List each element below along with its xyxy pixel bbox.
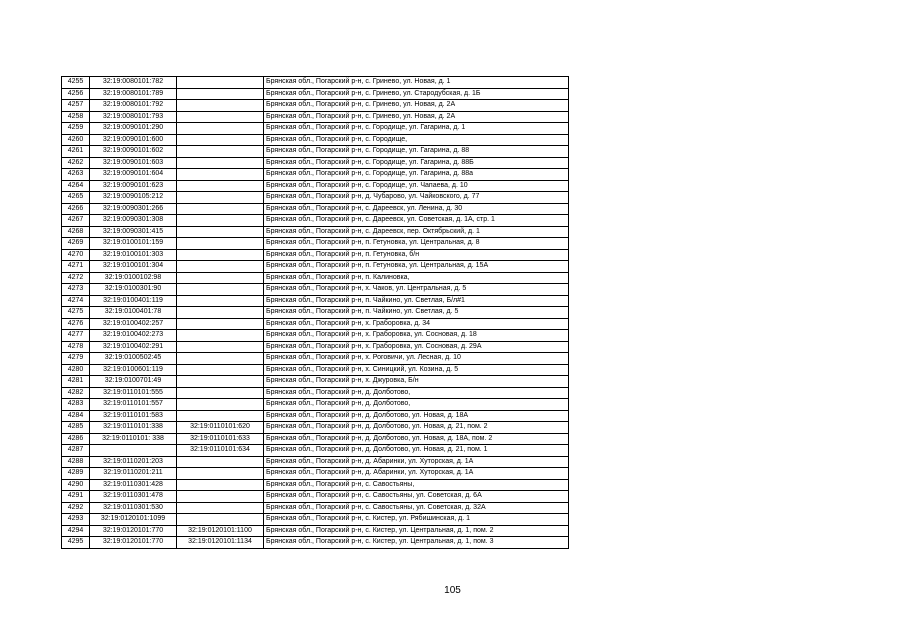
row-number-cell: 4263 xyxy=(62,169,90,181)
table-row xyxy=(62,353,569,365)
premises-number-cell xyxy=(177,479,264,491)
table-row xyxy=(62,100,569,112)
premises-number-cell xyxy=(177,399,264,411)
premises-number-cell xyxy=(177,330,264,342)
premises-number-cell: 32:19:0110101:633 xyxy=(177,433,264,445)
premises-number-cell xyxy=(177,226,264,238)
premises-number-cell xyxy=(177,284,264,296)
address-cell: Брянская обл., Погарский р-н, с. Гринево, ул. Новая, д. 2А xyxy=(264,100,569,112)
table-row xyxy=(62,525,569,537)
table-row xyxy=(62,180,569,192)
table-row xyxy=(62,134,569,146)
table-row xyxy=(62,537,569,549)
cadastral-number-cell: 32:19:0080101:782 xyxy=(90,77,177,89)
address-cell: Брянская обл., Погарский р-н, с. Дареевск, пер. Октябрьский, д. 1 xyxy=(264,226,569,238)
row-number-cell: 4283 xyxy=(62,399,90,411)
cadastral-number-cell: 32:19:0090101:603 xyxy=(90,157,177,169)
address-cell: Брянская обл., Погарский р-н, с. Гринево, ул. Стародубская, д. 1Б xyxy=(264,88,569,100)
cadastral-number-cell xyxy=(90,445,177,457)
row-number-cell: 4293 xyxy=(62,514,90,526)
table-row xyxy=(62,422,569,434)
cadastral-number-cell: 32:19:0090101:623 xyxy=(90,180,177,192)
premises-number-cell xyxy=(177,249,264,261)
row-number-cell: 4260 xyxy=(62,134,90,146)
cadastral-number-cell: 32:19:0090101:604 xyxy=(90,169,177,181)
address-cell: Брянская обл., Погарский р-н, с. Гринево, ул. Новая, д. 2А xyxy=(264,111,569,123)
address-cell: Брянская обл., Погарский р-н, д. Долботово, ул. Новая, д. 18А xyxy=(264,410,569,422)
table-row xyxy=(62,491,569,503)
row-number-cell: 4268 xyxy=(62,226,90,238)
premises-number-cell xyxy=(177,203,264,215)
row-number-cell: 4281 xyxy=(62,376,90,388)
table-row xyxy=(62,376,569,388)
cadastral-number-cell: 32:19:0100402:273 xyxy=(90,330,177,342)
cadastral-number-cell: 32:19:0090301:266 xyxy=(90,203,177,215)
premises-number-cell xyxy=(177,364,264,376)
row-number-cell: 4262 xyxy=(62,157,90,169)
premises-number-cell xyxy=(177,77,264,89)
table-row xyxy=(62,456,569,468)
row-number-cell: 4292 xyxy=(62,502,90,514)
address-cell: Брянская обл., Погарский р-н, с. Гринево, ул. Новая, д. 1 xyxy=(264,77,569,89)
cadastral-number-cell: 32:19:0110301:478 xyxy=(90,491,177,503)
cadastral-number-cell: 32:19:0110301:530 xyxy=(90,502,177,514)
row-number-cell: 4277 xyxy=(62,330,90,342)
table-row xyxy=(62,284,569,296)
premises-number-cell xyxy=(177,341,264,353)
premises-number-cell xyxy=(177,514,264,526)
address-cell: Брянская обл., Погарский р-н, с. Городище, ул. Гагарина, д. 1 xyxy=(264,123,569,135)
page-number: 105 xyxy=(444,585,461,596)
row-number-cell: 4265 xyxy=(62,192,90,204)
cadastral-number-cell: 32:19:0110101:557 xyxy=(90,399,177,411)
premises-number-cell xyxy=(177,318,264,330)
address-cell: Брянская обл., Погарский р-н, д. Чубарово, ул. Чайковского, д. 77 xyxy=(264,192,569,204)
address-cell: Брянская обл., Погарский р-н, д. Долботово, ул. Новая, д. 18А, пом. 2 xyxy=(264,433,569,445)
premises-number-cell xyxy=(177,238,264,250)
premises-number-cell xyxy=(177,307,264,319)
row-number-cell: 4271 xyxy=(62,261,90,273)
cadastral-number-cell: 32:19:0100102:98 xyxy=(90,272,177,284)
table-row xyxy=(62,399,569,411)
table-row xyxy=(62,364,569,376)
premises-number-cell xyxy=(177,272,264,284)
row-number-cell: 4255 xyxy=(62,77,90,89)
address-cell: Брянская обл., Погарский р-н, д. Абаринки, ул. Хуторская, д. 1А xyxy=(264,456,569,468)
row-number-cell: 4285 xyxy=(62,422,90,434)
cadastral-number-cell: 32:19:0100701:49 xyxy=(90,376,177,388)
premises-number-cell xyxy=(177,123,264,135)
cadastral-number-cell: 32:19:0090105:212 xyxy=(90,192,177,204)
cadastral-number-cell: 32:19:0120101:1099 xyxy=(90,514,177,526)
table-row xyxy=(62,433,569,445)
table-row xyxy=(62,261,569,273)
cadastral-number-cell: 32:19:0080101:789 xyxy=(90,88,177,100)
cadastral-number-cell: 32:19:0110101:338 xyxy=(90,422,177,434)
address-cell: Брянская обл., Погарский р-н, с. Городище, xyxy=(264,134,569,146)
address-cell: Брянская обл., Погарский р-н, х. Граборовка, д. 34 xyxy=(264,318,569,330)
cadastral-number-cell: 32:19:0110201:211 xyxy=(90,468,177,480)
cadastral-number-cell: 32:19:0100601:119 xyxy=(90,364,177,376)
cadastral-number-cell: 32:19:0080101:793 xyxy=(90,111,177,123)
row-number-cell: 4290 xyxy=(62,479,90,491)
premises-number-cell xyxy=(177,192,264,204)
table-row xyxy=(62,341,569,353)
cadastral-number-cell: 32:19:0090101:600 xyxy=(90,134,177,146)
premises-number-cell xyxy=(177,100,264,112)
premises-number-cell: 32:19:0120101:1134 xyxy=(177,537,264,549)
row-number-cell: 4259 xyxy=(62,123,90,135)
table-row xyxy=(62,192,569,204)
premises-number-cell xyxy=(177,410,264,422)
row-number-cell: 4275 xyxy=(62,307,90,319)
row-number-cell: 4273 xyxy=(62,284,90,296)
address-cell: Брянская обл., Погарский р-н, х. Граборовка, ул. Сосновая, д. 18 xyxy=(264,330,569,342)
address-cell: Брянская обл., Погарский р-н, д. Абаринки, ул. Хуторская, д. 1А xyxy=(264,468,569,480)
table-row xyxy=(62,215,569,227)
premises-number-cell xyxy=(177,134,264,146)
table-row xyxy=(62,272,569,284)
address-cell: Брянская обл., Погарский р-н, д. Долботово, ул. Новая, д. 21, пом. 2 xyxy=(264,422,569,434)
premises-number-cell xyxy=(177,157,264,169)
table-row xyxy=(62,77,569,89)
address-cell: Брянская обл., Погарский р-н, п. Гетуновка, ул. Центральная, д. 15А xyxy=(264,261,569,273)
premises-number-cell xyxy=(177,88,264,100)
address-cell: Брянская обл., Погарский р-н, с. Кистер, ул. Центральная, д. 1, пом. 3 xyxy=(264,537,569,549)
premises-number-cell xyxy=(177,215,264,227)
address-cell: Брянская обл., Погарский р-н, х. Граборовка, ул. Сосновая, д. 29А xyxy=(264,341,569,353)
cadastral-number-cell: 32:19:0120101:770 xyxy=(90,537,177,549)
table-row xyxy=(62,111,569,123)
row-number-cell: 4289 xyxy=(62,468,90,480)
address-cell: Брянская обл., Погарский р-н, п. Гетуновка, ул. Центральная, д. 8 xyxy=(264,238,569,250)
table-row xyxy=(62,238,569,250)
row-number-cell: 4287 xyxy=(62,445,90,457)
address-cell: Брянская обл., Погарский р-н, с. Городище, ул. Гагарина, д. 88Б xyxy=(264,157,569,169)
table-row xyxy=(62,249,569,261)
address-cell: Брянская обл., Погарский р-н, х. Синицкий, ул. Козина, д. 5 xyxy=(264,364,569,376)
premises-number-cell xyxy=(177,180,264,192)
address-cell: Брянская обл., Погарский р-н, с. Дареевск, ул. Советская, д. 1А, стр. 1 xyxy=(264,215,569,227)
address-cell: Брянская обл., Погарский р-н, д. Долботово, ул. Новая, д. 21, пом. 1 xyxy=(264,445,569,457)
table-row xyxy=(62,445,569,457)
cadastral-number-cell: 32:19:0090101:602 xyxy=(90,146,177,158)
cadastral-number-cell: 32:19:0100101:303 xyxy=(90,249,177,261)
table-row xyxy=(62,514,569,526)
table-row xyxy=(62,295,569,307)
premises-number-cell xyxy=(177,468,264,480)
table-row xyxy=(62,468,569,480)
table-row xyxy=(62,146,569,158)
address-cell: Брянская обл., Погарский р-н, с. Кистер, ул. Рябишинская, д. 1 xyxy=(264,514,569,526)
row-number-cell: 4266 xyxy=(62,203,90,215)
cadastral-number-cell: 32:19:0100502:45 xyxy=(90,353,177,365)
row-number-cell: 4295 xyxy=(62,537,90,549)
table-row xyxy=(62,226,569,238)
address-cell: Брянская обл., Погарский р-н, с. Кистер, ул. Центральная, д. 1, пом. 2 xyxy=(264,525,569,537)
address-cell: Брянская обл., Погарский р-н, п. Чайкино, ул. Светлая, Б/л#1 xyxy=(264,295,569,307)
address-cell: Брянская обл., Погарский р-н, п. Чайкино, ул. Светлая, д. 5 xyxy=(264,307,569,319)
cadastral-number-cell: 32:19:0090301:308 xyxy=(90,215,177,227)
row-number-cell: 4272 xyxy=(62,272,90,284)
table-row xyxy=(62,203,569,215)
cadastral-number-cell: 32:19:0100301:90 xyxy=(90,284,177,296)
row-number-cell: 4282 xyxy=(62,387,90,399)
address-cell: Брянская обл., Погарский р-н, п. Калиновка, xyxy=(264,272,569,284)
row-number-cell: 4257 xyxy=(62,100,90,112)
table-row xyxy=(62,387,569,399)
premises-number-cell xyxy=(177,376,264,388)
premises-number-cell: 32:19:0110101:634 xyxy=(177,445,264,457)
property-table xyxy=(61,76,569,549)
cadastral-number-cell: 32:19:0120101:770 xyxy=(90,525,177,537)
address-cell: Брянская обл., Погарский р-н, х. Чаков, ул. Центральная, д. 5 xyxy=(264,284,569,296)
premises-number-cell xyxy=(177,261,264,273)
table-row xyxy=(62,307,569,319)
row-number-cell: 4270 xyxy=(62,249,90,261)
premises-number-cell: 32:19:0110101:620 xyxy=(177,422,264,434)
row-number-cell: 4269 xyxy=(62,238,90,250)
cadastral-number-cell: 32:19:0100101:304 xyxy=(90,261,177,273)
row-number-cell: 4264 xyxy=(62,180,90,192)
address-cell: Брянская обл., Погарский р-н, с. Савостьяны, ул. Советская, д. 32А xyxy=(264,502,569,514)
premises-number-cell xyxy=(177,353,264,365)
address-cell: Брянская обл., Погарский р-н, х. Джуровка, Б/н xyxy=(264,376,569,388)
table-row xyxy=(62,169,569,181)
cadastral-number-cell: 32:19:0080101:792 xyxy=(90,100,177,112)
cadastral-number-cell: 32:19:0090301:415 xyxy=(90,226,177,238)
cadastral-number-cell: 32:19:0110101:555 xyxy=(90,387,177,399)
row-number-cell: 4261 xyxy=(62,146,90,158)
premises-number-cell xyxy=(177,387,264,399)
premises-number-cell xyxy=(177,491,264,503)
row-number-cell: 4279 xyxy=(62,353,90,365)
address-cell: Брянская обл., Погарский р-н, с. Савостьяны, ул. Советская, д. 6А xyxy=(264,491,569,503)
property-table-body xyxy=(62,77,569,549)
cadastral-number-cell: 32:19:0090101:290 xyxy=(90,123,177,135)
premises-number-cell xyxy=(177,456,264,468)
premises-number-cell: 32:19:0120101:1100 xyxy=(177,525,264,537)
address-cell: Брянская обл., Погарский р-н, с. Городище, ул. Гагарина, д. 88а xyxy=(264,169,569,181)
row-number-cell: 4286 xyxy=(62,433,90,445)
cadastral-number-cell: 32:19:0100401:78 xyxy=(90,307,177,319)
row-number-cell: 4294 xyxy=(62,525,90,537)
cadastral-number-cell: 32:19:0100401:119 xyxy=(90,295,177,307)
row-number-cell: 4267 xyxy=(62,215,90,227)
row-number-cell: 4256 xyxy=(62,88,90,100)
premises-number-cell xyxy=(177,295,264,307)
premises-number-cell xyxy=(177,146,264,158)
cadastral-number-cell: 32:19:0100101:159 xyxy=(90,238,177,250)
premises-number-cell xyxy=(177,502,264,514)
address-cell: Брянская обл., Погарский р-н, с. Савостьяны, xyxy=(264,479,569,491)
address-cell: Брянская обл., Погарский р-н, д. Долботово, xyxy=(264,387,569,399)
table-row xyxy=(62,330,569,342)
address-cell: Брянская обл., Погарский р-н, с. Городище, ул. Чапаева, д. 10 xyxy=(264,180,569,192)
cadastral-number-cell: 32:19:0110301:428 xyxy=(90,479,177,491)
row-number-cell: 4258 xyxy=(62,111,90,123)
row-number-cell: 4284 xyxy=(62,410,90,422)
row-number-cell: 4280 xyxy=(62,364,90,376)
row-number-cell: 4291 xyxy=(62,491,90,503)
address-cell: Брянская обл., Погарский р-н, с. Дареевск, ул. Ленина, д. 30 xyxy=(264,203,569,215)
premises-number-cell xyxy=(177,111,264,123)
cadastral-number-cell: 32:19:0100402:291 xyxy=(90,341,177,353)
address-cell: Брянская обл., Погарский р-н, п. Гетуновка, б/н xyxy=(264,249,569,261)
row-number-cell: 4276 xyxy=(62,318,90,330)
address-cell: Брянская обл., Погарский р-н, х. Роговичи, ул. Лесная, д. 10 xyxy=(264,353,569,365)
table-row xyxy=(62,88,569,100)
table-row xyxy=(62,157,569,169)
cadastral-number-cell: 32:19:0100402:257 xyxy=(90,318,177,330)
table-row xyxy=(62,410,569,422)
cadastral-number-cell: 32:19:0110101: 338 xyxy=(90,433,177,445)
row-number-cell: 4288 xyxy=(62,456,90,468)
table-row xyxy=(62,318,569,330)
cadastral-number-cell: 32:19:0110101:583 xyxy=(90,410,177,422)
table-row xyxy=(62,479,569,491)
table-row xyxy=(62,502,569,514)
address-cell: Брянская обл., Погарский р-н, с. Городище, ул. Гагарина, д. 88 xyxy=(264,146,569,158)
address-cell: Брянская обл., Погарский р-н, д. Долботово, xyxy=(264,399,569,411)
cadastral-number-cell: 32:19:0110201:203 xyxy=(90,456,177,468)
row-number-cell: 4278 xyxy=(62,341,90,353)
table-row xyxy=(62,123,569,135)
premises-number-cell xyxy=(177,169,264,181)
row-number-cell: 4274 xyxy=(62,295,90,307)
